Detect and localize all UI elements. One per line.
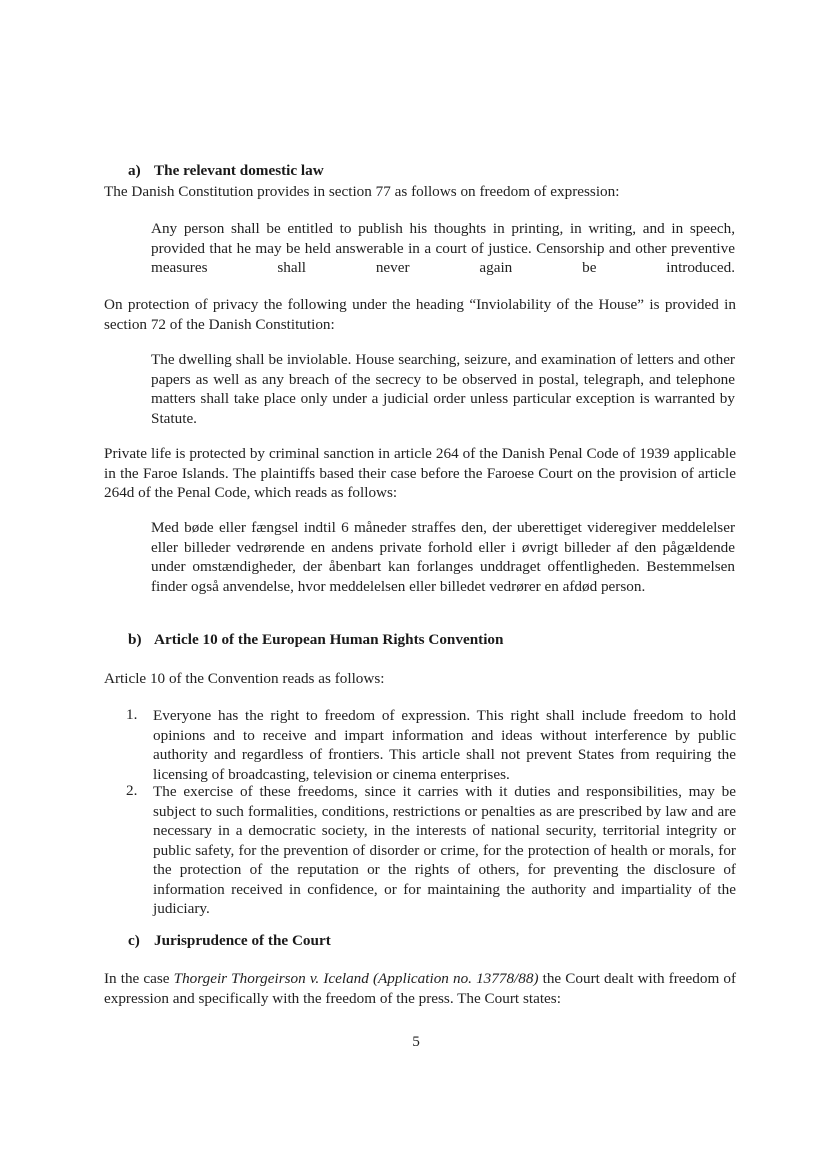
section-c-intro: [104, 969, 736, 1008]
section-c-heading: [128, 932, 331, 950]
quote-article-264d: Med bøde eller fængsel indtil 6 måneder straffes den, der uberettiget videregiver meddelelser eller billeder vedrørende en andens private forhold eller i øvrigt billeder af den pågældende under omstændigheder, der åbenbart kan forlanges unddraget offentligheden. Bestemmelsen finder også anvendelse, hvor meddelelsen eller billedet vedrører en afdød person.: [151, 519, 735, 595]
section-a-letter: a): [128, 162, 141, 179]
penal-code-intro: Private life is protected by criminal sanction in article 264 of the Danish Penal Code of 1939 applicable in the Faroe Islands. The plaintiffs based their case before the Faroese Court on the provision of article 264d of the Penal Code, which reads as follows:: [104, 445, 736, 501]
page-number: 5: [412, 1033, 420, 1050]
section-a-intro: The Danish Constitution provides in section 77 as follows on freedom of expression:: [104, 183, 620, 200]
section-b-title: Article 10 of the European Human Rights Convention: [154, 631, 504, 648]
section-a-heading: [128, 162, 324, 180]
section-b-letter: b): [128, 631, 142, 648]
section-c-title: Jurisprudence of the Court: [154, 932, 331, 949]
privacy-intro: On protection of privacy the following under the heading “Inviolability of the House” is provided in section 72 of the Danish Constitution:: [104, 296, 736, 333]
list-item-text: Everyone has the right to freedom of expression. This right shall include freedom to hold opinions and to receive and impart information and ideas without interference by public authority and regardless of frontiers. This article shall not prevent States from requiring the licensing of broadcasting, television or cinema enterprises.: [153, 707, 736, 783]
list-item-number: 2.: [126, 782, 138, 799]
section-b-intro: Article 10 of the Convention reads as follows:: [104, 670, 385, 687]
list-item-number: 1.: [126, 706, 138, 723]
list-item-text: The exercise of these freedoms, since it carries with it duties and responsibilities, may be subject to such formalities, conditions, restrictions or penalties as are prescribed by law and are necessary in a democratic society, in the interests of national security, territorial integrity or public safety, for the prevention of disorder or crime, for the protection of health or morals, for the protection of the reputation or the rights of others, for preventing the disclosure of information received in confidence, or for maintaining the authority and impartiality of the judiciary.: [153, 783, 736, 917]
quote-section-77: Any person shall be entitled to publish his thoughts in printing, in writing, and in speech, provided that he may be held answerable in a court of justice. Censorship and other preventive measures shall never again be introduced.: [151, 220, 735, 276]
section-c-intro-after: the Court dealt with freedom of expression and specifically with the freedom of the press. The Court states:: [104, 970, 737, 1007]
case-name: Thorgeir Thorgeirson v. Iceland (Application no. 13778/88): [173, 970, 539, 987]
section-c-intro-before: In the case: [104, 970, 174, 987]
list-item: [104, 706, 736, 784]
quote-section-72: The dwelling shall be inviolable. House searching, seizure, and examination of letters and other papers as well as any breach of the secrecy to be observed in postal, telegraph, and telephone matters shall take place only under a judicial order unless particular exception is warranted by Statute.: [151, 351, 735, 427]
list-item: [104, 782, 736, 917]
section-a-title: The relevant domestic law: [154, 162, 324, 179]
section-b-heading: [128, 631, 503, 649]
section-c-letter: c): [128, 932, 140, 949]
